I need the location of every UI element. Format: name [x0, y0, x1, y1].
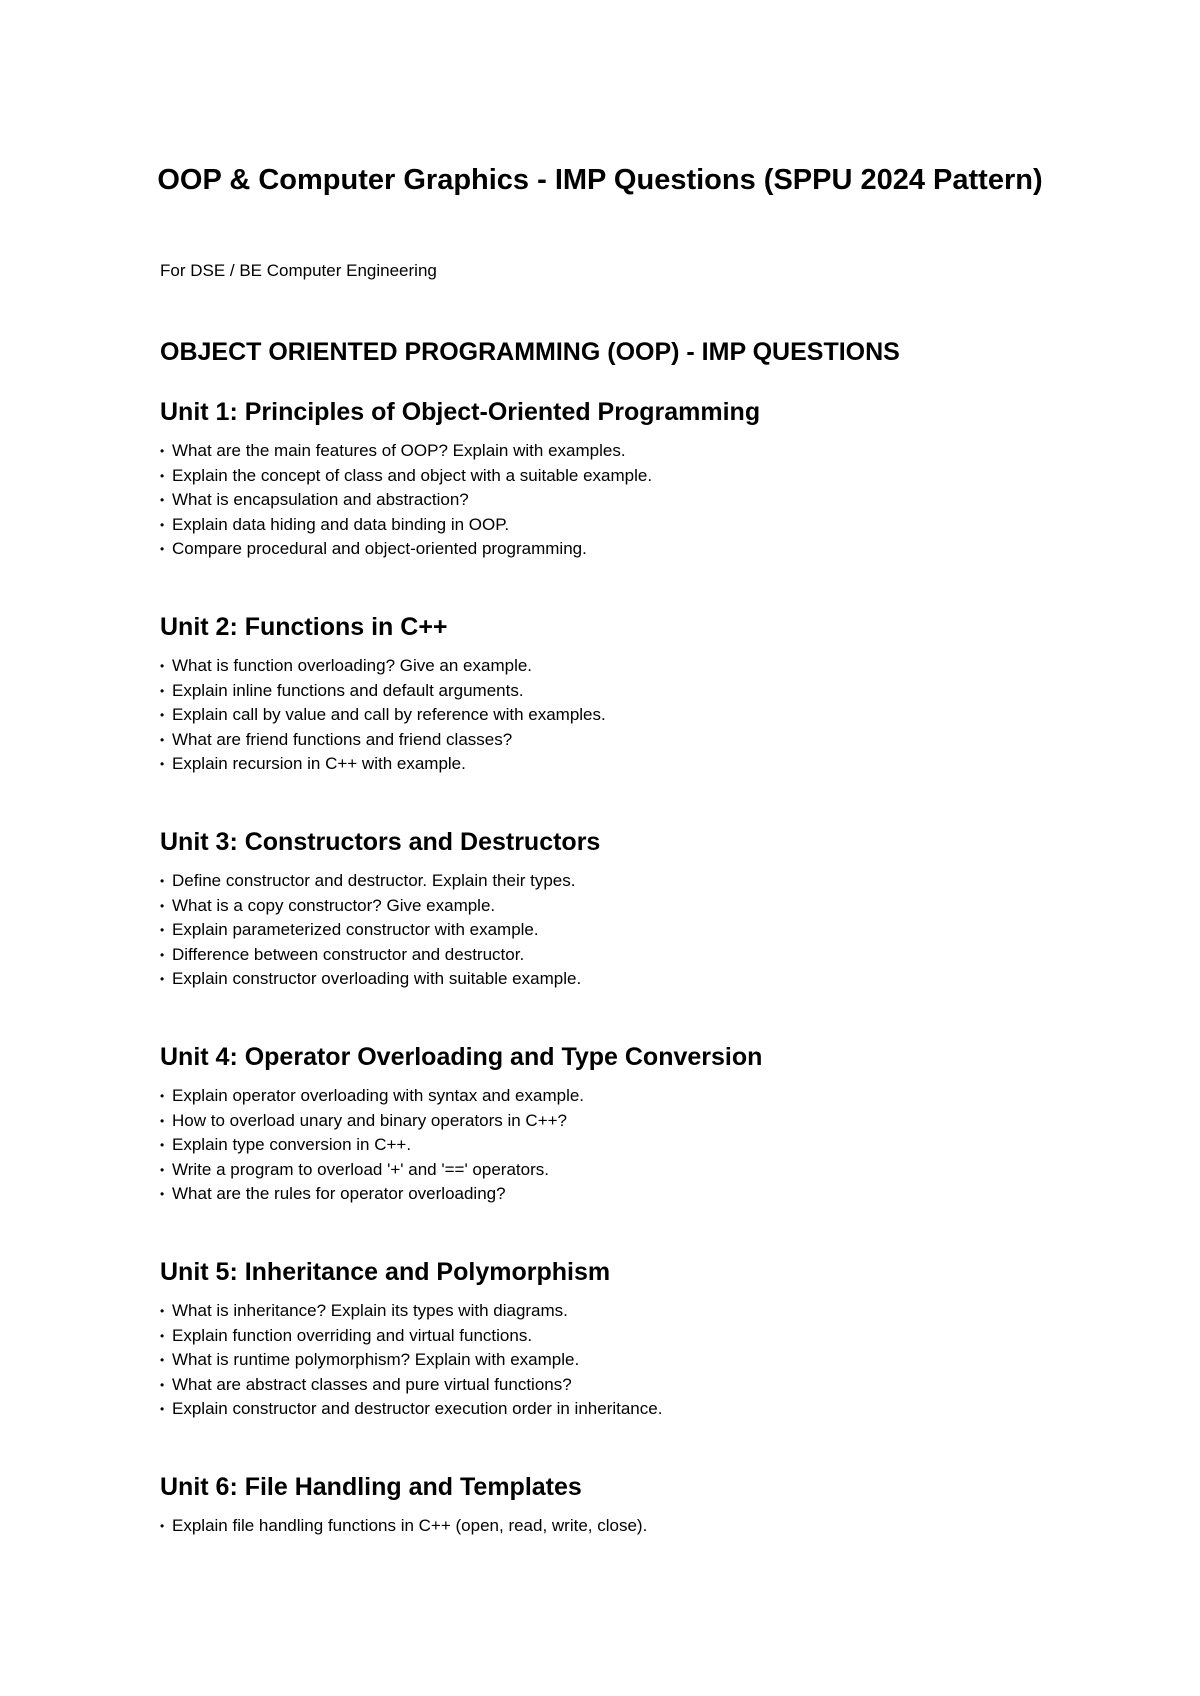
bullet-icon: •: [160, 1353, 165, 1367]
question-item: [160, 513, 1060, 538]
unit-heading: Unit 4: Operator Overloading and Type Conversion: [160, 1043, 763, 1071]
question-item: [160, 943, 1060, 968]
question-item: [160, 752, 1060, 777]
question-list: [160, 654, 1060, 777]
question-item: [160, 1397, 1060, 1422]
unit-heading: Unit 3: Constructors and Destructors: [160, 828, 601, 856]
question-item: [160, 918, 1060, 943]
question-text: What are the rules for operator overloading?: [172, 1184, 506, 1203]
question-text: Explain the concept of class and object with a suitable example.: [172, 465, 653, 485]
bullet-icon: •: [160, 444, 165, 458]
bullet-icon: •: [160, 517, 165, 532]
part-heading-oop: OBJECT ORIENTED PROGRAMMING (OOP) - IMP QUESTIONS: [160, 338, 900, 366]
unit-6-section: [160, 1472, 1060, 1539]
bullet-icon: •: [160, 1328, 165, 1343]
bullet-icon: •: [160, 732, 165, 747]
question-text: What is function overloading? Give an example.: [172, 656, 533, 675]
unit-heading: Unit 6: File Handling and Templates: [160, 1473, 582, 1501]
question-text: Explain constructor and destructor execution order in inheritance.: [172, 1399, 663, 1418]
question-item: [160, 1324, 1060, 1349]
question-text: Explain call by value and call by reference with examples.: [172, 705, 606, 724]
question-item: [160, 967, 1060, 992]
bullet-icon: •: [160, 947, 165, 962]
question-text: What are friend functions and friend classes?: [172, 729, 513, 749]
question-list: [160, 439, 1060, 562]
question-text: Explain data hiding and data binding in OOP.: [172, 514, 510, 534]
question-text: How to overload unary and binary operators in C++?: [172, 1110, 568, 1130]
question-list: [160, 1084, 1060, 1207]
question-item: [160, 1133, 1060, 1158]
bullet-icon: •: [160, 1402, 165, 1416]
question-list: [160, 1514, 1060, 1539]
question-text: Explain operator overloading with syntax and example.: [172, 1086, 585, 1105]
bullet-icon: •: [160, 468, 165, 483]
question-text: What are the main features of OOP? Explain with examples.: [172, 441, 626, 460]
bullet-icon: •: [160, 1162, 165, 1177]
question-item: [160, 679, 1060, 704]
question-list: [160, 1299, 1060, 1422]
bullet-icon: •: [160, 493, 165, 507]
unit-1-section: [160, 397, 1060, 562]
question-item: [160, 464, 1060, 489]
unit-3-section: [160, 827, 1060, 992]
question-item: [160, 703, 1060, 728]
question-text: What is inheritance? Explain its types with diagrams.: [172, 1301, 568, 1320]
question-item: [160, 894, 1060, 919]
question-text: Define constructor and destructor. Explain their types.: [172, 871, 576, 890]
question-item: [160, 869, 1060, 894]
unit-heading: Unit 5: Inheritance and Polymorphism: [160, 1258, 611, 1286]
question-item: [160, 1299, 1060, 1324]
question-item: [160, 728, 1060, 753]
bullet-icon: •: [160, 542, 165, 556]
question-text: Explain constructor overloading with suitable example.: [172, 969, 582, 988]
bullet-icon: •: [160, 659, 165, 673]
question-text: What are abstract classes and pure virtual functions?: [172, 1374, 572, 1394]
bullet-icon: •: [160, 1377, 165, 1392]
bullet-icon: •: [160, 1113, 165, 1128]
question-item: [160, 1109, 1060, 1134]
question-text: Explain recursion in C++ with example.: [172, 754, 466, 773]
bullet-icon: •: [160, 708, 165, 722]
question-text: Explain type conversion in C++.: [172, 1135, 412, 1154]
question-text: What is encapsulation and abstraction?: [172, 490, 469, 509]
question-item: [160, 537, 1060, 562]
question-text: What is runtime polymorphism? Explain with example.: [172, 1350, 580, 1369]
unit-5-section: [160, 1257, 1060, 1422]
document-subtitle: For DSE / BE Computer Engineering: [160, 261, 437, 280]
unit-heading: Unit 1: Principles of Object-Oriented Programming: [160, 398, 761, 426]
question-item: [160, 654, 1060, 679]
question-item: [160, 1514, 1060, 1539]
bullet-icon: •: [160, 1138, 165, 1152]
question-item: [160, 1348, 1060, 1373]
question-list: [160, 869, 1060, 992]
question-text: Explain parameterized constructor with example.: [172, 920, 539, 939]
question-text: Compare procedural and object-oriented programming.: [172, 539, 587, 558]
bullet-icon: •: [160, 1304, 165, 1318]
question-text: Explain function overriding and virtual functions.: [172, 1325, 533, 1345]
bullet-icon: •: [160, 1519, 165, 1533]
question-item: [160, 1158, 1060, 1183]
question-text: Explain inline functions and default arguments.: [172, 680, 524, 700]
bullet-icon: •: [160, 898, 165, 913]
question-text: Write a program to overload '+' and '==' operators.: [172, 1159, 549, 1179]
bullet-icon: •: [160, 972, 165, 986]
document-title: OOP & Computer Graphics - IMP Questions (SPPU 2024 Pattern): [157, 164, 1043, 196]
bullet-icon: •: [160, 1089, 165, 1103]
question-text: What is a copy constructor? Give example.: [172, 895, 496, 915]
unit-2-section: [160, 612, 1060, 777]
question-text: Explain file handling functions in C++ (open, read, write, close).: [172, 1516, 648, 1535]
question-item: [160, 1084, 1060, 1109]
question-text: Difference between constructor and destructor.: [172, 944, 525, 964]
bullet-icon: •: [160, 1187, 165, 1201]
bullet-icon: •: [160, 757, 165, 771]
question-item: [160, 439, 1060, 464]
question-item: [160, 1373, 1060, 1398]
bullet-icon: •: [160, 683, 165, 698]
unit-heading: Unit 2: Functions in C++: [160, 613, 448, 641]
question-item: [160, 488, 1060, 513]
unit-4-section: [160, 1042, 1060, 1207]
bullet-icon: •: [160, 923, 165, 937]
bullet-icon: •: [160, 874, 165, 888]
question-item: [160, 1182, 1060, 1207]
